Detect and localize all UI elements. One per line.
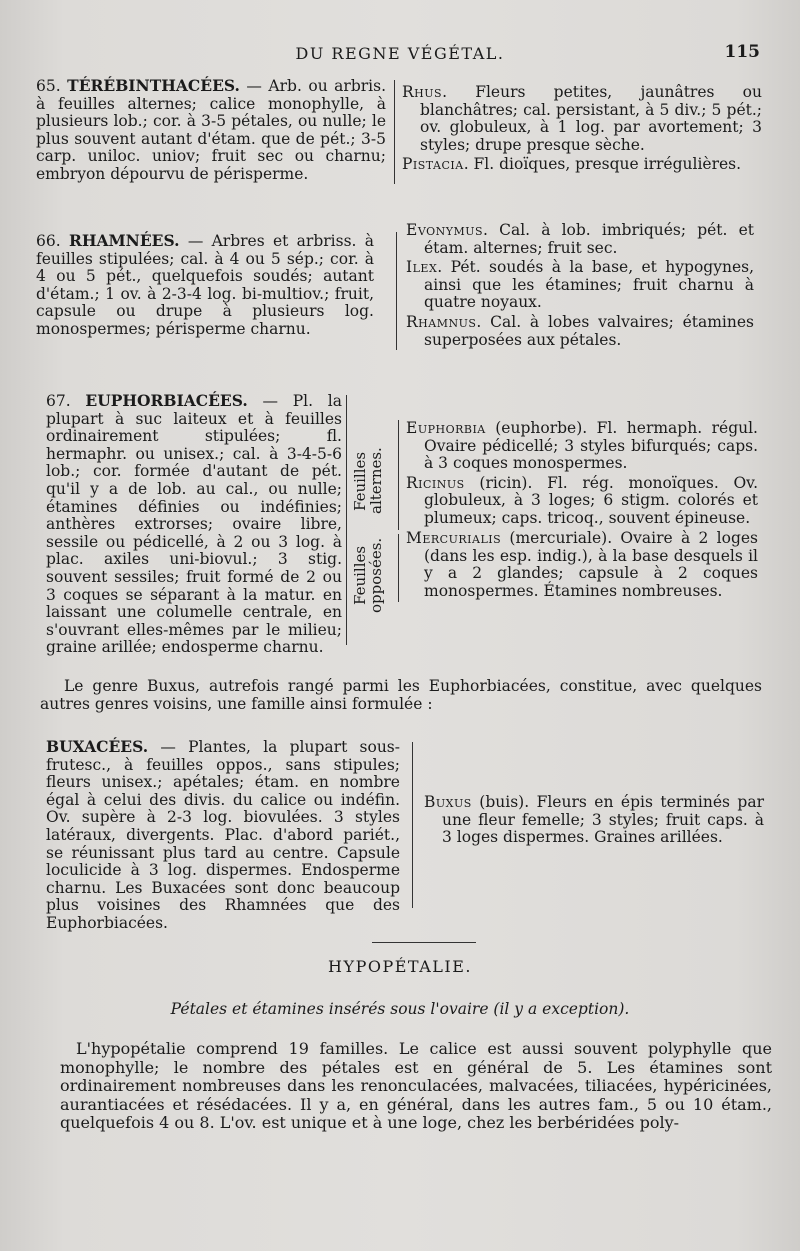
- genus-entry: [402, 84, 762, 154]
- genera-buxacees: [424, 794, 764, 847]
- genus-text: (euphorbe). Fl. hermaph. régul. Ovaire pédicellé; 3 styles bifurqués; caps. à 3 coques monospermes.: [424, 419, 758, 473]
- family-number: 67.: [46, 392, 71, 410]
- family-description: — Pl. la plupart à suc laiteux et à feuilles ordinairement stipulées; fl. hermaphr. ou unisex.; cal. à 3-4-5-6 lob.; cor. formée d'autant de pét. qu'il y a de lob. au cal., ou nulle; étamines définies ou indéfinies; anthères extrorses; ovaire libre, sessile ou pédicellé, à 2 ou 3 log. à plac. axiles uni-biovul.; 3 stig. souvent sessiles; fruit formé de 2 ou 3 coques se séparant à la matur. en laissant une columelle centrale, en s'ouvrant elles-mêmes par le milieu; graine arillée; endosperme charnu.: [46, 392, 342, 657]
- genus-text: . Pét. soudés à la base, et hypogynes, ainsi que les étamines; fruit charnu à quatre noyaux.: [424, 258, 754, 312]
- genus-name: Pistacia: [402, 155, 464, 174]
- buxus-note: Le genre Buxus, autrefois rangé parmi les Euphorbiacées, constitue, avec quelques autres genres voisins, une famille ainsi formulée :: [40, 677, 762, 713]
- family-number: 66.: [36, 232, 61, 250]
- genus-name: Euphorbia: [406, 419, 486, 437]
- family-terebinthacees: [36, 77, 386, 184]
- genus-text: (ricin). Fl. rég. monoïques. Ov. globuleux, à 3 loges; 6 stigm. colorés et plumeux; caps. tricoq., souvent épineuse.: [424, 473, 758, 527]
- family-description: — Plantes, la plupart sous-frutesc., à feuilles oppos., sans stipules; fleurs unisex.; apétales; étam. en nombre égal à celui des divis. du calice ou indéfin. Ov. supère à 2-3 log. biovulées. 3 styles latéraux, divergents. Plac. d'abord pariét., se réunissant plus tard au centre. Capsule loculicide à 3 log. dispermes. Endosperme charnu. Les Buxacées sont donc beaucoup plus voisines des Rhamnées que des Euphorbiacées.: [46, 738, 400, 932]
- page-header: [0, 44, 800, 66]
- genus-name: Rhamnus: [406, 312, 477, 331]
- genera-terebinthacees: [402, 84, 762, 174]
- genus-text: . Fleurs petites, jaunâtres ou blanchâtres; cal. persistant, à 5 div.; 5 pét.; ov. globuleux, à 1 log. par avortement; 3 styles; drupe presque sèche.: [420, 83, 762, 154]
- family-description: — Arb. ou arbris. à feuilles alternes; calice monophylle, à plusieurs lob.; cor. à 3-5 pétales, ou nulle; le plus souvent autant d'étam. que de pét.; 3-5 carp. uniloc. uniov; fruit sec ou charnu; embryon dépourvu de périsperme.: [36, 77, 386, 183]
- page-number: 115: [724, 42, 760, 62]
- genera-rhamnees: [406, 222, 754, 349]
- genus-entry: [424, 794, 764, 847]
- genera-alternes: [406, 420, 758, 528]
- genus-name: Ilex: [406, 258, 438, 277]
- genus-text: (buis). Fleurs en épis terminés par une fleur femelle; 3 styles; fruit caps. à 3 loges dispermes. Graines arillées.: [442, 793, 764, 847]
- genera-opposees: [406, 530, 758, 600]
- genus-text: . Cal. à lobes valvaires; étamines superposées aux pétales.: [424, 312, 754, 349]
- family-name: TÉRÉBINTHACÉES.: [67, 76, 240, 95]
- brace: [412, 742, 413, 908]
- brace: [346, 395, 347, 645]
- brace: [394, 80, 395, 184]
- genus-entry: [406, 530, 758, 600]
- genus-name: Buxus: [424, 793, 472, 811]
- genus-text: (mercuriale). Ovaire à 2 loges (dans les esp. indig.), à la base desquels il y a 2 glandes; capsule à 2 coques monospermes. Étamines nombreuses.: [424, 529, 758, 600]
- genus-name: Evonymus: [406, 221, 484, 239]
- family-euphorbiacees: [46, 392, 342, 657]
- running-title: DU REGNE VÉGÉTAL.: [295, 44, 505, 63]
- section-divider: [372, 942, 476, 943]
- genus-text: . Cal. à lob. imbriqués; pét. et étam. alternes; fruit sec.: [424, 221, 754, 257]
- family-buxacees: [46, 738, 400, 933]
- brace: [398, 534, 399, 602]
- family-description: — Arbres et arbriss. à feuilles stipulées; cal. à 4 ou 5 sép.; cor. à 4 ou 5 pét., quelquefois soudés; autant d'étam.; 1 ov. à 2-3-4 log. bi-multiov.; fruit, capsule ou drupe à plusieurs log. monospermes; périsperme charnu.: [36, 232, 374, 338]
- section-title: HYPOPÉTALIE.: [328, 957, 472, 976]
- group-label-opposees: Feuilles opposées.: [351, 537, 385, 613]
- genus-entry: [406, 314, 754, 349]
- family-rhamnees: [36, 232, 374, 339]
- genus-name: Mercurialis: [406, 529, 502, 547]
- genus-entry: [406, 475, 758, 528]
- brace: [398, 420, 399, 530]
- genus-name: Ricinus: [406, 473, 465, 492]
- genus-entry: [406, 222, 754, 257]
- family-number: 65.: [36, 77, 61, 95]
- family-name: BUXACÉES.: [46, 737, 149, 756]
- genus-entry: [402, 156, 762, 174]
- section-subtitle: Pétales et étamines insérés sous l'ovaire (il y a exception).: [170, 1000, 630, 1018]
- genus-name: Rhus: [402, 83, 443, 101]
- genus-text: . Fl. dioïques, presque irrégulières.: [463, 155, 742, 174]
- family-name: EUPHORBIACÉES.: [85, 391, 248, 410]
- genus-entry: [406, 259, 754, 312]
- group-label-alternes: Feuilles alternes.: [351, 447, 385, 515]
- brace: [396, 232, 397, 350]
- genus-entry: [406, 420, 758, 473]
- section-body: L'hypopétalie comprend 19 familles. Le calice est aussi souvent polyphylle que monophylle; le nombre des pétales est en général de 5. Les étamines sont ordinairement nombreuses dans les renonculacées, malvacées, tiliacées, hypéricinées, aurantiacées et résédacées. Il y a, en général, dans les autres fam., 5 ou 10 étam., quelquefois 4 ou 8. L'ov. est unique et à une loge, chez les berbéridées poly-: [60, 1039, 772, 1132]
- family-name: RHAMNÉES.: [68, 231, 180, 250]
